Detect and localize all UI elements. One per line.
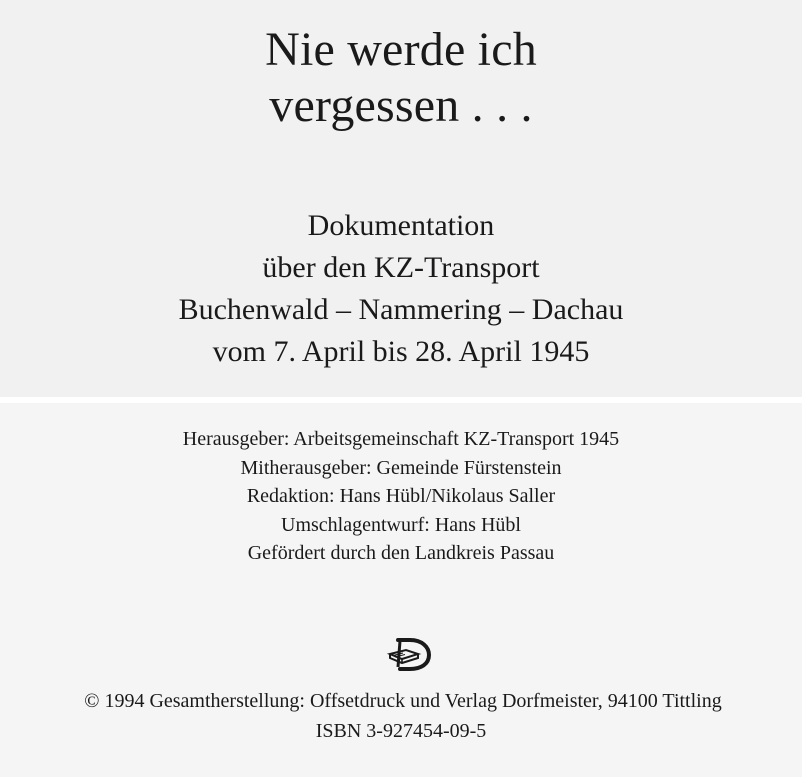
imprint-block (0, 686, 802, 746)
book-title-line-1: Nie werde ich (265, 23, 537, 76)
credit-funding: Gefördert durch den Landkreis Passau (247, 542, 555, 564)
copyright-line: © 1994 Gesamtherstellung: Offsetdruck und Verlag Dorfmeister, 94100 Tittling (84, 690, 722, 712)
book-subtitle (0, 205, 802, 373)
book-title (0, 22, 802, 134)
credit-publisher: Herausgeber: Arbeitsgemeinschaft KZ-Transport 1945 (182, 428, 620, 450)
credits-block (0, 425, 802, 568)
publisher-book-logo-icon (386, 636, 432, 672)
subtitle-line: Dokumentation (307, 209, 495, 242)
subtitle-line: vom 7. April bis 28. April 1945 (212, 335, 590, 368)
credit-co-publisher: Mitherausgeber: Gemeinde Fürstenstein (240, 456, 562, 479)
subtitle-line: über den KZ-Transport (262, 251, 540, 284)
isbn-line: ISBN 3-927454-09-5 (315, 720, 487, 742)
credit-editors: Redaktion: Hans Hübl/Nikolaus Saller (246, 485, 556, 507)
subtitle-line: Buchenwald – Nammering – Dachau (178, 293, 624, 326)
book-title-line-2: vergessen . . . (269, 79, 533, 132)
credit-cover-design: Umschlagentwurf: Hans Hübl (281, 513, 521, 536)
